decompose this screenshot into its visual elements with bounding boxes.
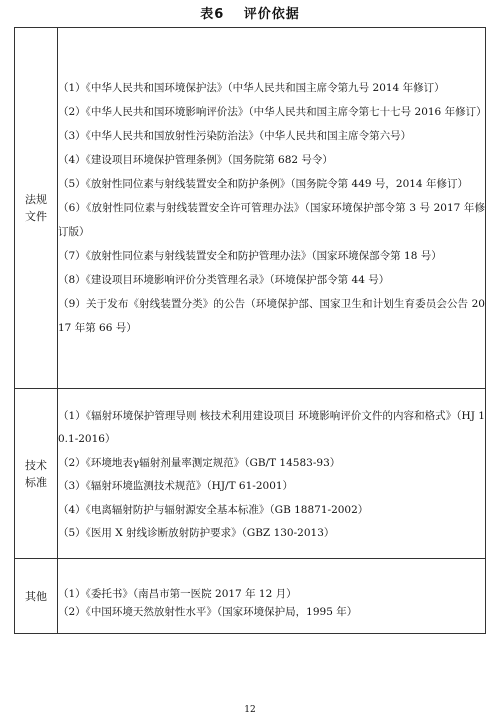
table-row-technical-standards (15, 389, 486, 559)
list-item: （2）《中华人民共和国环境影响评价法》（中华人民共和国主席令第七十七号 2016 年修订） (58, 106, 487, 118)
list-item: （2）《中国环境天然放射性水平》（国家环境保护局，1995 年） (58, 605, 358, 618)
page-number: 12 (244, 705, 256, 715)
list-item: （1）《委托书》（南昌市第一医院 2017 年 12 月） (58, 587, 297, 600)
category-text: 法规 文件 (25, 193, 47, 223)
technical-standards-list (58, 389, 486, 559)
list-item: （4）《建设项目环境保护管理条例》（国务院第 682 号令） (58, 154, 333, 166)
category-text: 其他 (25, 589, 47, 603)
list-item: （5）《放射性同位素与射线装置安全和防护条例》（国务院令第 449 号，2014 年修订） (58, 178, 468, 190)
list-item: （2）《环境地表γ辐射剂量率测定规范》（GB/T 14583-93） (58, 456, 341, 469)
list-item: （1）《辐射环境保护管理导则 核技术利用建设项目 环境影响评价文件的内容和格式》（HJ 10.1-2016） (58, 409, 485, 445)
list-item: （1）《中华人民共和国环境保护法》（中华人民共和国主席令第九号 2014 年修订） (58, 82, 445, 94)
category-label-technical-standards (15, 389, 58, 559)
category-label-other (15, 559, 58, 634)
list-item: （3）《中华人民共和国放射性污染防治法》（中华人民共和国主席令第六号） (58, 130, 412, 142)
table-row-other (15, 559, 486, 634)
other-list (58, 559, 486, 634)
list-item: （6）《放射性同位素与射线装置安全许可管理办法》（国家环境保护部令第 3 号 2017 年修订版） (58, 202, 485, 238)
list-item: （9）关于发布《射线装置分类》的公告（环境保护部、国家卫生和计划生育委员会公告 2017 年第 66 号） (58, 298, 485, 334)
list-item: （7）《放射性同位素与射线装置安全和防护管理办法》（国家环境保部令第 18 号） (58, 250, 442, 262)
evaluation-basis-table (14, 27, 486, 634)
regulations-list (58, 28, 486, 389)
category-label-regulations (15, 28, 58, 389)
list-item: （5）《医用 X 射线诊断放射防护要求》（GBZ 130-2013） (58, 527, 335, 539)
table-row-regulations (15, 28, 486, 389)
list-item: （3）《辐射环境监测技术规范》（HJ/T 61-2001） (58, 480, 294, 492)
table-title: 表6 评价依据 (200, 7, 300, 22)
category-text: 技术 标准 (25, 458, 47, 489)
list-item: （4）《电离辐射防护与辐射源安全基本标准》（GB 18871-2002） (58, 503, 369, 516)
list-item: （8）《建设项目环境影响评价分类管理名录》（环境保护部令第 44 号） (58, 274, 390, 286)
